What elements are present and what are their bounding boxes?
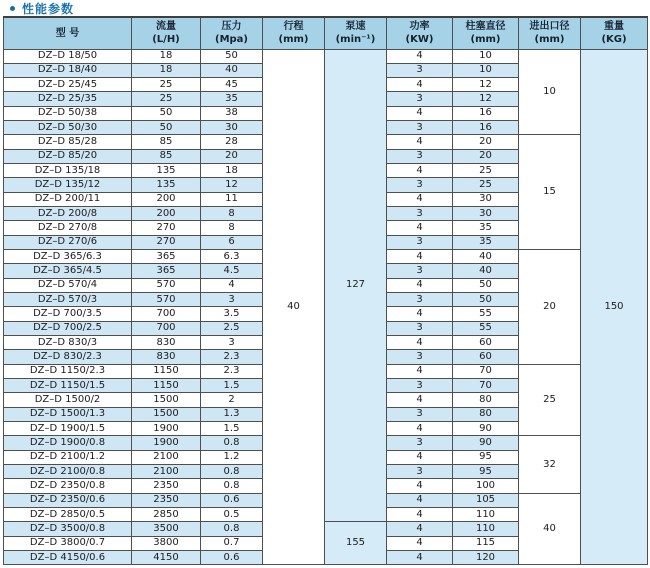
pressure-cell: 2.3 (201, 364, 263, 378)
model-cell: DZ–D 700/2.5 (4, 321, 132, 335)
table-row (4, 49, 648, 63)
power-cell: 4 (387, 307, 453, 321)
col-label: 泵速 (345, 21, 366, 33)
col-label: 进出口径 (529, 21, 570, 33)
pressure-cell: 0.5 (201, 508, 263, 522)
pressure-cell: 0.6 (201, 493, 263, 507)
col-label: 功率 (409, 21, 430, 33)
plunger-diameter-cell: 10 (453, 63, 519, 77)
speed-merged-cell: 155 (325, 522, 387, 565)
model-cell: DZ–D 200/8 (4, 207, 132, 221)
flow-cell: 1500 (132, 393, 201, 407)
flow-cell: 2100 (132, 465, 201, 479)
model-cell: DZ–D 2100/0.8 (4, 465, 132, 479)
plunger-diameter-cell: 16 (453, 106, 519, 120)
model-cell: DZ–D 135/18 (4, 164, 132, 178)
power-cell: 3 (387, 235, 453, 249)
plunger-diameter-cell: 12 (453, 78, 519, 92)
col-unit: (mm) (534, 34, 565, 46)
power-cell: 3 (387, 92, 453, 106)
model-cell: DZ–D 1900/1.5 (4, 422, 132, 436)
flow-cell: 25 (132, 92, 201, 106)
pressure-cell: 2.3 (201, 350, 263, 364)
plunger-diameter-cell: 50 (453, 278, 519, 292)
plunger-diameter-cell: 120 (453, 550, 519, 564)
pressure-cell: 0.8 (201, 436, 263, 450)
flow-cell: 570 (132, 278, 201, 292)
pressure-cell: 45 (201, 78, 263, 92)
plunger-diameter-cell: 90 (453, 436, 519, 450)
model-cell: DZ–D 830/2.3 (4, 350, 132, 364)
plunger-diameter-cell: 25 (453, 178, 519, 192)
pressure-cell: 38 (201, 106, 263, 120)
pressure-cell: 1.3 (201, 407, 263, 421)
model-cell: DZ–D 2350/0.6 (4, 493, 132, 507)
col-header-weight (581, 17, 648, 49)
flow-cell: 18 (132, 49, 201, 63)
model-cell: DZ–D 25/35 (4, 92, 132, 106)
power-cell: 3 (387, 264, 453, 278)
power-cell: 3 (387, 207, 453, 221)
flow-cell: 200 (132, 207, 201, 221)
col-label: 行程 (283, 21, 304, 33)
plunger-diameter-cell: 35 (453, 221, 519, 235)
inlet-merged-cell: 25 (519, 364, 581, 436)
power-cell: 3 (387, 350, 453, 364)
flow-cell: 25 (132, 78, 201, 92)
plunger-diameter-cell: 60 (453, 350, 519, 364)
power-cell: 3 (387, 407, 453, 421)
power-cell: 3 (387, 436, 453, 450)
plunger-diameter-cell: 110 (453, 508, 519, 522)
power-cell: 4 (387, 479, 453, 493)
flow-cell: 3500 (132, 522, 201, 536)
col-header-power (387, 17, 453, 49)
power-cell: 3 (387, 293, 453, 307)
flow-cell: 200 (132, 192, 201, 206)
power-cell: 3 (387, 465, 453, 479)
model-cell: DZ–D 3500/0.8 (4, 522, 132, 536)
flow-cell: 1150 (132, 364, 201, 378)
plunger-diameter-cell: 55 (453, 321, 519, 335)
model-cell: DZ–D 2850/0.5 (4, 508, 132, 522)
flow-cell: 270 (132, 221, 201, 235)
model-cell: DZ–D 1150/1.5 (4, 379, 132, 393)
model-cell: DZ–D 270/6 (4, 235, 132, 249)
pressure-cell: 30 (201, 121, 263, 135)
pressure-cell: 0.8 (201, 465, 263, 479)
col-header-pressure (201, 17, 263, 49)
model-cell: DZ–D 25/45 (4, 78, 132, 92)
plunger-diameter-cell: 40 (453, 264, 519, 278)
col-label: 柱塞直径 (465, 21, 506, 33)
model-cell: DZ–D 4150/0.6 (4, 550, 132, 564)
plunger-diameter-cell: 105 (453, 493, 519, 507)
model-cell: DZ–D 700/3.5 (4, 307, 132, 321)
pressure-cell: 2.5 (201, 321, 263, 335)
bullet-icon (10, 6, 15, 11)
plunger-diameter-cell: 100 (453, 479, 519, 493)
plunger-diameter-cell: 110 (453, 522, 519, 536)
flow-cell: 1900 (132, 436, 201, 450)
stroke-merged-cell: 40 (263, 49, 325, 565)
model-cell: DZ–D 570/4 (4, 278, 132, 292)
pressure-cell: 4 (201, 278, 263, 292)
flow-cell: 1900 (132, 422, 201, 436)
model-cell: DZ–D 1500/1.3 (4, 407, 132, 421)
power-cell: 4 (387, 192, 453, 206)
pressure-cell: 28 (201, 135, 263, 149)
model-cell: DZ–D 365/4.5 (4, 264, 132, 278)
plunger-diameter-cell: 50 (453, 293, 519, 307)
pressure-cell: 35 (201, 92, 263, 106)
flow-cell: 85 (132, 149, 201, 163)
flow-cell: 50 (132, 106, 201, 120)
table-header (4, 17, 648, 49)
power-cell: 4 (387, 422, 453, 436)
power-cell: 4 (387, 250, 453, 264)
model-cell: DZ–D 570/3 (4, 293, 132, 307)
plunger-diameter-cell: 30 (453, 207, 519, 221)
speed-merged-cell: 127 (325, 49, 387, 522)
flow-cell: 135 (132, 178, 201, 192)
model-cell: DZ–D 1500/2 (4, 393, 132, 407)
power-cell: 3 (387, 149, 453, 163)
plunger-diameter-cell: 20 (453, 135, 519, 149)
plunger-diameter-cell: 95 (453, 450, 519, 464)
flow-cell: 830 (132, 350, 201, 364)
plunger-diameter-cell: 20 (453, 149, 519, 163)
power-cell: 4 (387, 450, 453, 464)
flow-cell: 1500 (132, 407, 201, 421)
col-label: 流量 (156, 21, 176, 33)
col-label: 重量 (604, 21, 624, 33)
col-unit: (mm) (278, 34, 309, 46)
inlet-merged-cell: 32 (519, 436, 581, 493)
pressure-cell: 2 (201, 393, 263, 407)
pressure-cell: 0.8 (201, 479, 263, 493)
power-cell: 4 (387, 49, 453, 63)
pressure-cell: 12 (201, 178, 263, 192)
model-cell: DZ–D 365/6.3 (4, 250, 132, 264)
pressure-cell: 6 (201, 235, 263, 249)
flow-cell: 2350 (132, 493, 201, 507)
model-cell: DZ–D 1150/2.3 (4, 364, 132, 378)
power-cell: 4 (387, 522, 453, 536)
plunger-diameter-cell: 10 (453, 49, 519, 63)
pressure-cell: 0.6 (201, 550, 263, 564)
power-cell: 3 (387, 379, 453, 393)
flow-cell: 2850 (132, 508, 201, 522)
col-label: 压力 (221, 21, 242, 33)
flow-cell: 3800 (132, 536, 201, 550)
power-cell: 3 (387, 321, 453, 335)
flow-cell: 700 (132, 321, 201, 335)
col-header-pump-speed (325, 17, 387, 49)
flow-cell: 1150 (132, 379, 201, 393)
model-cell: DZ–D 85/20 (4, 149, 132, 163)
flow-cell: 2100 (132, 450, 201, 464)
pressure-cell: 8 (201, 207, 263, 221)
col-header-model (4, 17, 132, 49)
plunger-diameter-cell: 70 (453, 364, 519, 378)
col-label: 型 号 (55, 27, 80, 39)
weight-merged-cell: 150 (581, 49, 648, 565)
plunger-diameter-cell: 80 (453, 393, 519, 407)
plunger-diameter-cell: 16 (453, 121, 519, 135)
pressure-cell: 20 (201, 149, 263, 163)
inlet-merged-cell: 15 (519, 135, 581, 250)
flow-cell: 270 (132, 235, 201, 249)
plunger-diameter-cell: 55 (453, 307, 519, 321)
power-cell: 4 (387, 364, 453, 378)
power-cell: 4 (387, 536, 453, 550)
section-title-row (10, 2, 647, 15)
pressure-cell: 11 (201, 192, 263, 206)
model-cell: DZ–D 830/3 (4, 336, 132, 350)
col-header-plunger-diameter (453, 17, 519, 49)
power-cell: 4 (387, 550, 453, 564)
col-header-flow (132, 17, 201, 49)
plunger-diameter-cell: 115 (453, 536, 519, 550)
flow-cell: 570 (132, 293, 201, 307)
inlet-merged-cell: 20 (519, 250, 581, 365)
flow-cell: 830 (132, 336, 201, 350)
header-row (4, 17, 648, 49)
pressure-cell: 0.8 (201, 522, 263, 536)
power-cell: 4 (387, 135, 453, 149)
power-cell: 3 (387, 63, 453, 77)
power-cell: 4 (387, 393, 453, 407)
model-cell: DZ–D 135/12 (4, 178, 132, 192)
model-cell: DZ–D 2100/1.2 (4, 450, 132, 464)
model-cell: DZ–D 18/50 (4, 49, 132, 63)
col-header-stroke (263, 17, 325, 49)
spec-table-body (4, 49, 648, 565)
flow-cell: 365 (132, 264, 201, 278)
pressure-cell: 3.5 (201, 307, 263, 321)
pressure-cell: 0.7 (201, 536, 263, 550)
flow-cell: 4150 (132, 550, 201, 564)
model-cell: DZ–D 200/11 (4, 192, 132, 206)
flow-cell: 85 (132, 135, 201, 149)
section-title: 性能参数 (22, 2, 75, 16)
power-cell: 4 (387, 106, 453, 120)
power-cell: 4 (387, 78, 453, 92)
col-unit: (mm) (470, 34, 501, 46)
power-cell: 3 (387, 121, 453, 135)
pressure-cell: 3 (201, 336, 263, 350)
pressure-cell: 1.2 (201, 450, 263, 464)
power-cell: 4 (387, 493, 453, 507)
col-unit: (L/H) (152, 34, 180, 46)
model-cell: DZ–D 2350/0.8 (4, 479, 132, 493)
pressure-cell: 1.5 (201, 422, 263, 436)
plunger-diameter-cell: 80 (453, 407, 519, 421)
flow-cell: 2350 (132, 479, 201, 493)
plunger-diameter-cell: 60 (453, 336, 519, 350)
model-cell: DZ–D 270/8 (4, 221, 132, 235)
pressure-cell: 6.3 (201, 250, 263, 264)
col-unit: (Mpa) (215, 34, 248, 46)
performance-spec-table (3, 16, 648, 565)
pressure-cell: 1.5 (201, 379, 263, 393)
flow-cell: 365 (132, 250, 201, 264)
pressure-cell: 3 (201, 293, 263, 307)
col-unit: (KG) (601, 34, 627, 46)
plunger-diameter-cell: 30 (453, 192, 519, 206)
plunger-diameter-cell: 90 (453, 422, 519, 436)
model-cell: DZ–D 18/40 (4, 63, 132, 77)
plunger-diameter-cell: 70 (453, 379, 519, 393)
plunger-diameter-cell: 25 (453, 164, 519, 178)
plunger-diameter-cell: 40 (453, 250, 519, 264)
plunger-diameter-cell: 35 (453, 235, 519, 249)
power-cell: 4 (387, 508, 453, 522)
flow-cell: 135 (132, 164, 201, 178)
flow-cell: 18 (132, 63, 201, 77)
power-cell: 4 (387, 221, 453, 235)
power-cell: 4 (387, 336, 453, 350)
col-unit: (min⁻¹) (335, 34, 376, 46)
plunger-diameter-cell: 95 (453, 465, 519, 479)
inlet-merged-cell: 10 (519, 49, 581, 135)
pressure-cell: 40 (201, 63, 263, 77)
power-cell: 4 (387, 164, 453, 178)
power-cell: 3 (387, 178, 453, 192)
inlet-merged-cell: 40 (519, 493, 581, 565)
flow-cell: 50 (132, 121, 201, 135)
flow-cell: 700 (132, 307, 201, 321)
model-cell: DZ–D 50/30 (4, 121, 132, 135)
power-cell: 4 (387, 278, 453, 292)
pressure-cell: 8 (201, 221, 263, 235)
model-cell: DZ–D 3800/0.7 (4, 536, 132, 550)
model-cell: DZ–D 85/28 (4, 135, 132, 149)
pressure-cell: 4.5 (201, 264, 263, 278)
model-cell: DZ–D 50/38 (4, 106, 132, 120)
pressure-cell: 18 (201, 164, 263, 178)
model-cell: DZ–D 1900/0.8 (4, 436, 132, 450)
col-header-inlet-outlet-diameter (519, 17, 581, 49)
pressure-cell: 50 (201, 49, 263, 63)
col-unit: (KW) (405, 34, 434, 46)
plunger-diameter-cell: 12 (453, 92, 519, 106)
